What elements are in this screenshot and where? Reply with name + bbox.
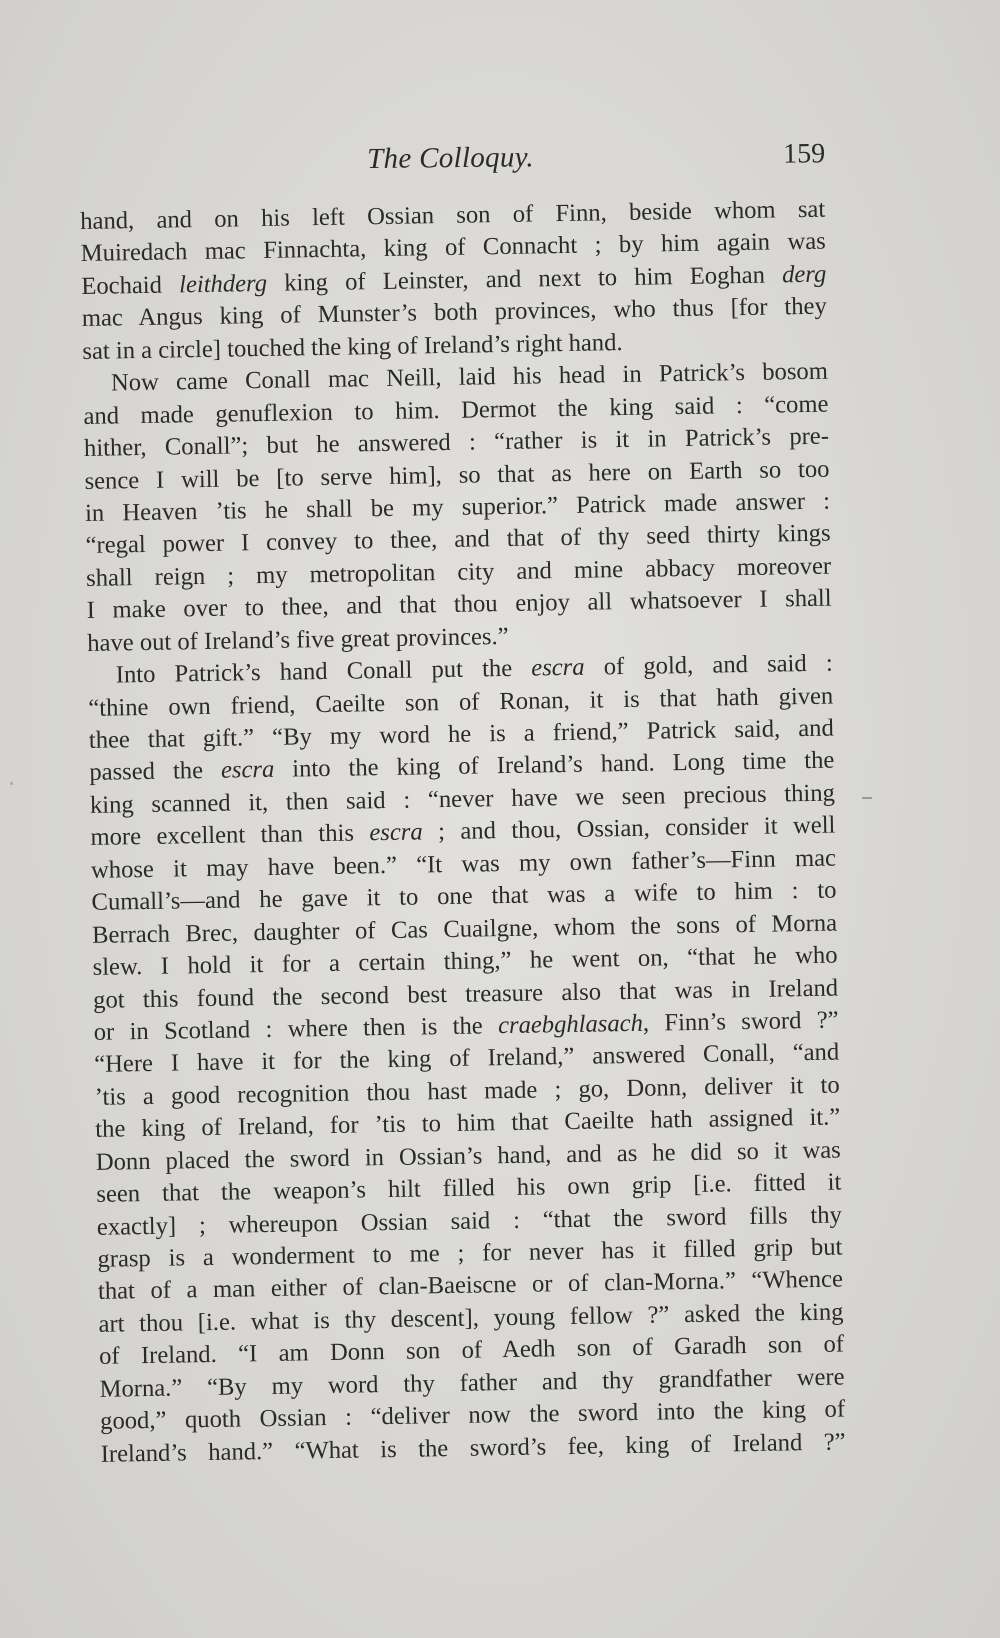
text-line-16: “thine own friend, Caeilte son of Ronan, it is that hath given bbox=[88, 682, 834, 722]
text-line-5: sat in a circle] touched the king of Ireland’s right hand. bbox=[82, 328, 623, 365]
text-line-24: slew. I hold it for a certain thing,” he went on, “that he who bbox=[92, 941, 838, 981]
text-line-15: Into Patrick’s hand Conall put the escra of gold, and said : bbox=[115, 649, 833, 689]
text-line-30: Donn placed the sword in Ossian’s hand, and as he did so it was bbox=[95, 1136, 841, 1176]
running-head bbox=[80, 138, 825, 186]
text-line-17: thee that gift.” “By my word he is a friend,” Patrick said, and bbox=[88, 714, 834, 754]
text-line-18: passed the escra into the king of Ireland’s hand. Long time the bbox=[89, 747, 835, 787]
text-line-2: Muiredach mac Finnachta, king of Connacht ; by him again was bbox=[80, 228, 826, 268]
text-line-31: seen that the weapon’s hilt filled his own grip [i.e. fitted it bbox=[96, 1168, 842, 1208]
text-line-39: Ireland’s hand.” “What is the sword’s fee, king of Ireland ?” bbox=[100, 1428, 846, 1468]
text-line-36: of Ireland. “I am Donn son of Aedh son of Garadh son of bbox=[98, 1330, 845, 1371]
text-line-33: grasp is a wonderment to me ; for never has it filled grip but bbox=[97, 1233, 843, 1273]
body-text bbox=[80, 194, 846, 1471]
page-number: 159 bbox=[782, 138, 826, 170]
text-line-29: the king of Ireland, for ’tis to him that Caeilte hath assigned it.” bbox=[95, 1103, 841, 1144]
running-title: The Colloquy. bbox=[366, 141, 534, 175]
margin-mark bbox=[862, 797, 872, 799]
text-line-6: Now came Conall mac Neill, laid his head in Patrick’s bosom bbox=[110, 357, 829, 397]
text-line-37: Morna.” “By my word thy father and thy grandfather were bbox=[99, 1363, 845, 1403]
text-line-8: hither, Conall”; but he answered : “rather is it in Patrick’s pre- bbox=[83, 422, 830, 463]
text-line-1: hand, and on his left Ossian son of Finn, beside whom sat bbox=[80, 195, 826, 235]
text-line-12: shall reign ; my metropolitan city and mine abbacy moreover bbox=[85, 552, 832, 592]
text-line-35: art thou [i.e. what is thy descent], young fellow ?” asked the king bbox=[98, 1298, 844, 1338]
text-line-11: “regal power I convey to thee, and that of thy seed thirty kings bbox=[85, 519, 831, 560]
text-line-32: exactly] ; whereupon Ossian said : “that the sword fills thy bbox=[96, 1201, 843, 1241]
text-line-4: mac Angus king of Munster’s both provinces, who thus [for they bbox=[81, 292, 827, 333]
text-line-26: or in Scotland : where then is the craebghlasach, Finn’s sword ?” bbox=[93, 1006, 839, 1046]
text-line-23: Berrach Brec, daughter of Cas Cuailgne, whom the sons of Morna bbox=[91, 909, 838, 949]
paper-speck bbox=[10, 782, 13, 785]
text-line-34: that of a man either of clan-Baeiscne or of clan-Morna.” “Whence bbox=[97, 1265, 844, 1306]
text-line-14: have out of Ireland’s five great provinces.” bbox=[87, 622, 509, 657]
text-line-10: in Heaven ’tis he shall be my superior.” Patrick made answer : bbox=[84, 487, 831, 527]
text-line-28: ’tis a good recognition thou hast made ; go, Donn, deliver it to bbox=[94, 1071, 840, 1111]
text-line-21: whose it may have been.” “It was my own father’s—Finn mac bbox=[90, 844, 837, 884]
text-line-3: Eochaid leithderg king of Leinster, and next to him Eoghan derg bbox=[81, 260, 827, 300]
text-line-7: and made genuflexion to him. Dermot the king said : “come bbox=[83, 390, 829, 430]
text-line-22: Cumall’s—and he gave it to one that was a wife to him : to bbox=[91, 876, 837, 917]
text-line-38: good,” quoth Ossian : “deliver now the sword into the king of bbox=[99, 1395, 846, 1436]
text-line-20: more excellent than this escra ; and thou, Ossian, consider it well bbox=[90, 811, 836, 852]
text-line-13: I make over to thee, and that thou enjoy all whatsoever I shall bbox=[86, 584, 832, 625]
text-line-27: “Here I have it for the king of Ireland,” answered Conall, “and bbox=[94, 1038, 840, 1079]
text-line-19: king scanned it, then said : “never have we seen precious thing bbox=[89, 779, 836, 819]
text-line-9: sence I will be [to serve him], so that as here on Earth so too bbox=[84, 455, 830, 495]
text-line-25: got this found the second best treasure also that was in Ireland bbox=[92, 974, 839, 1014]
